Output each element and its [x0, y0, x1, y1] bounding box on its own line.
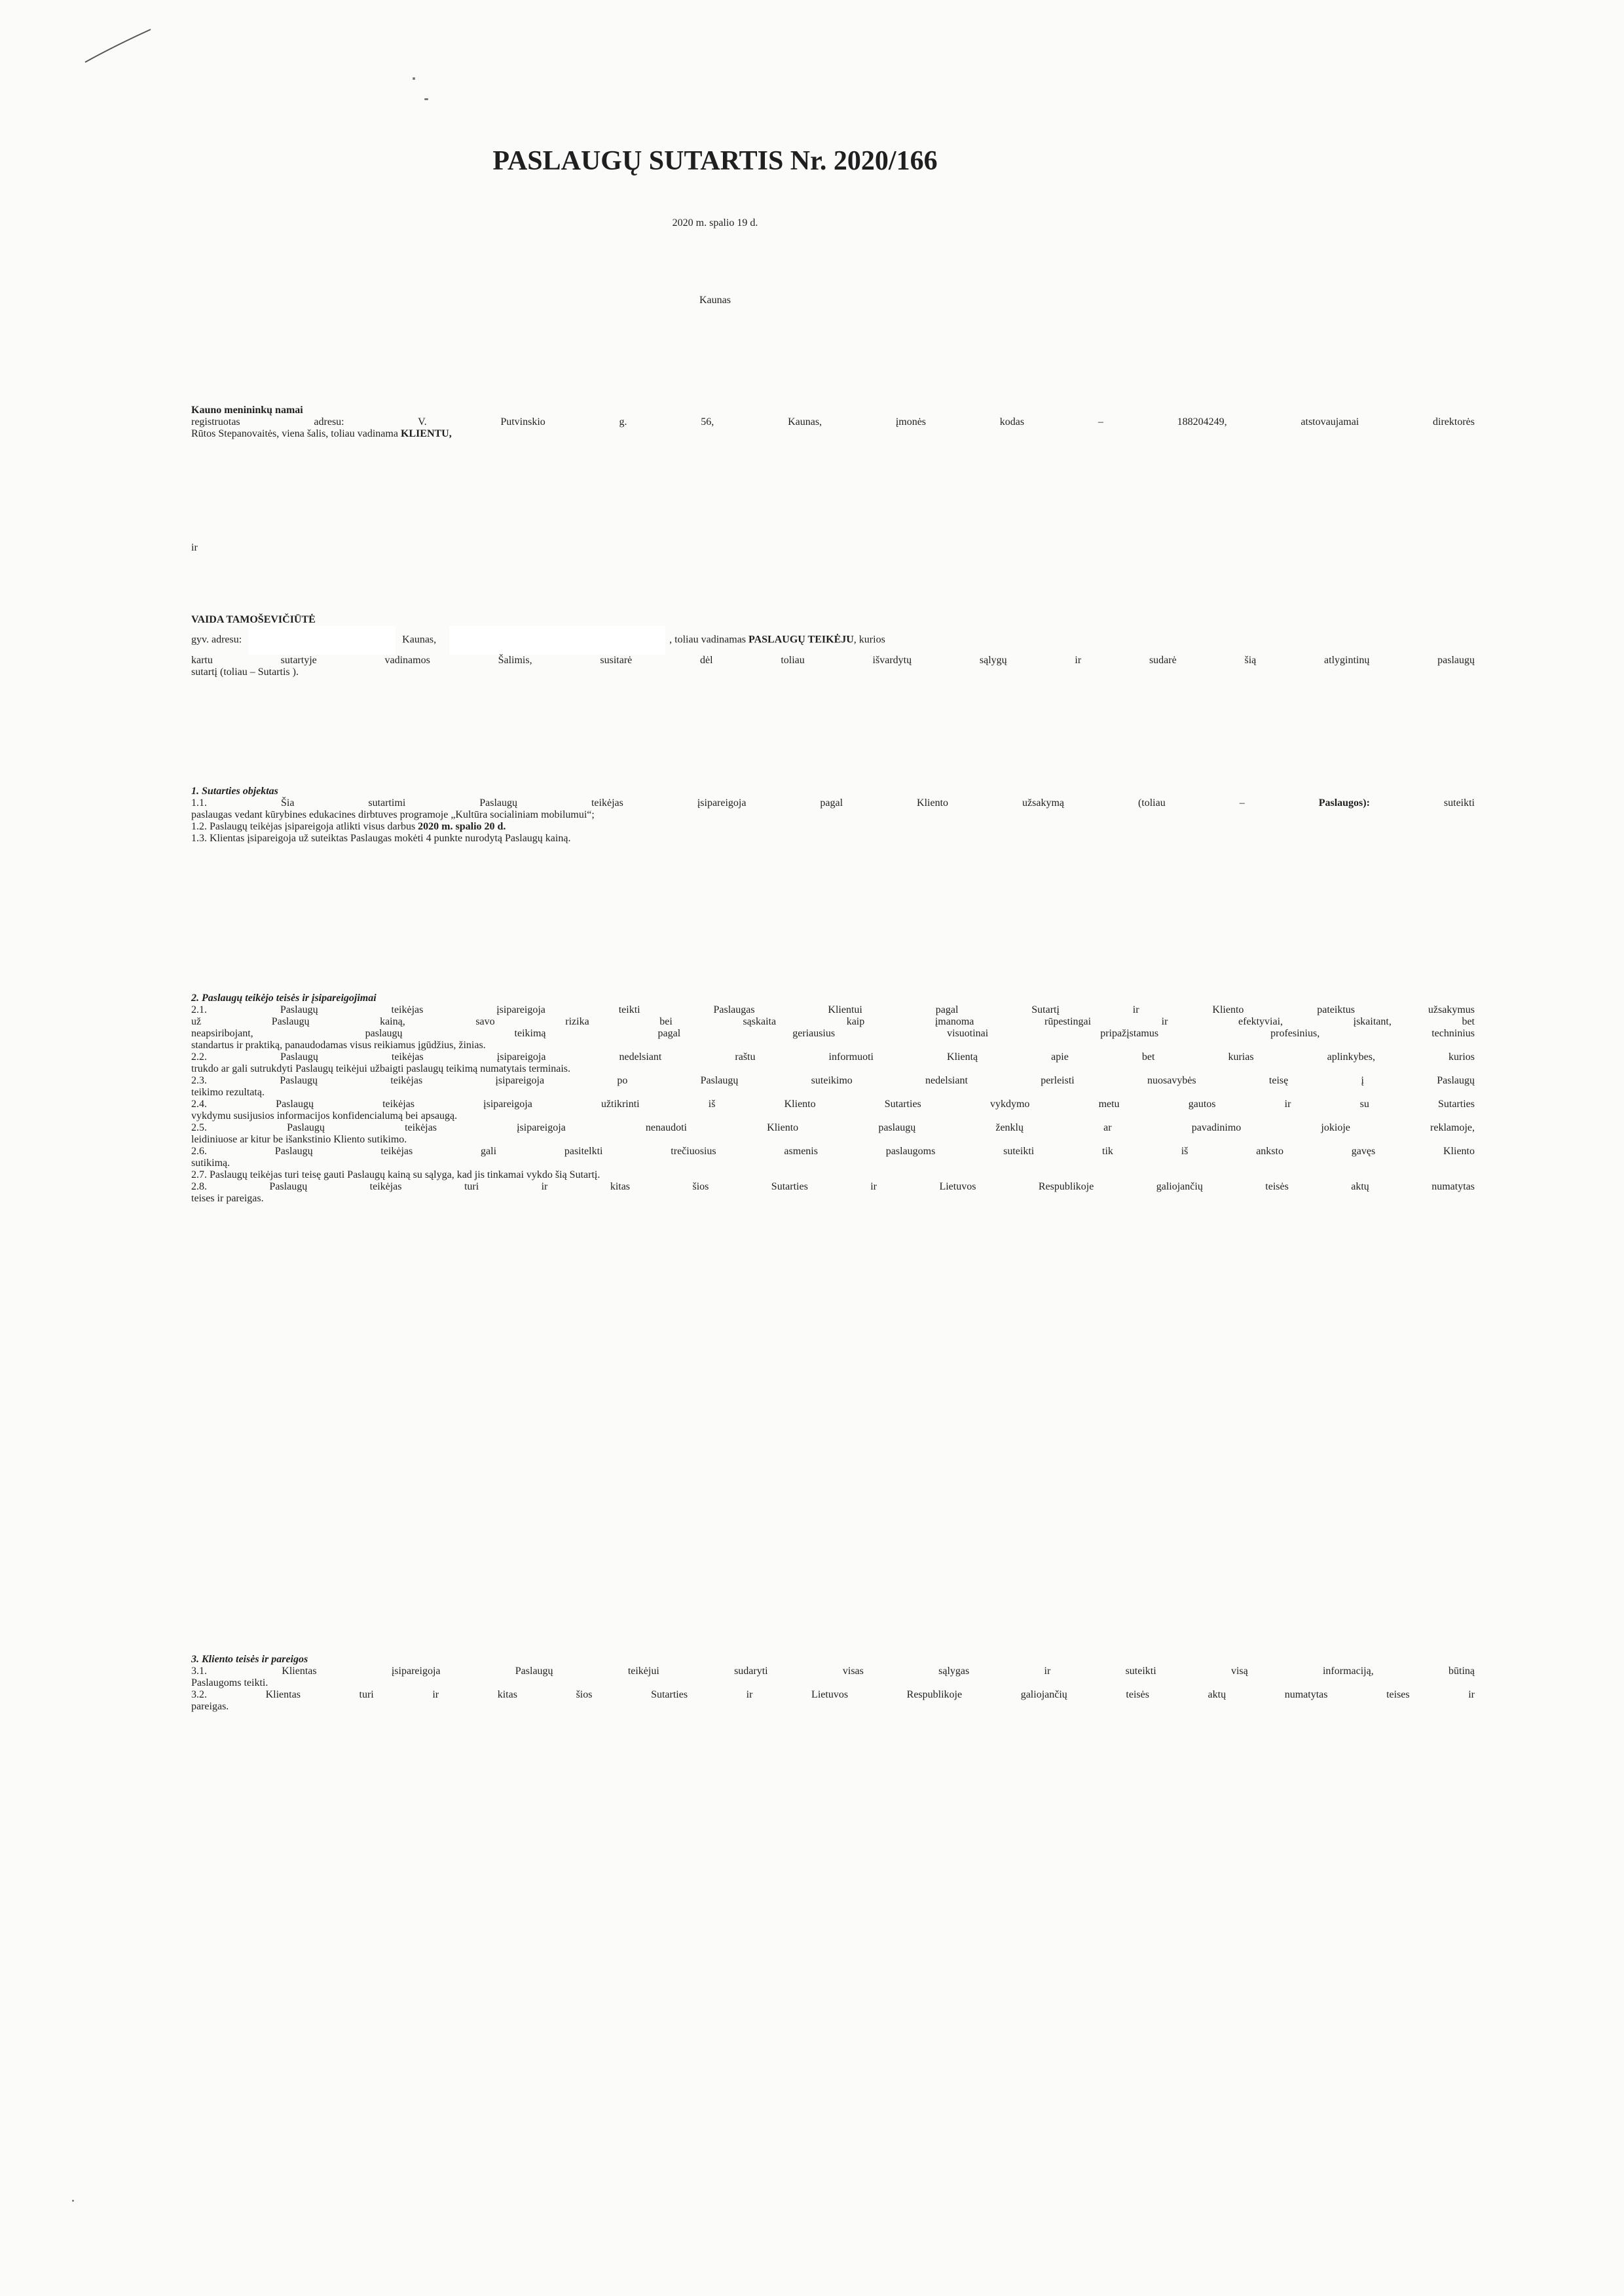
provider-name: VAIDA TAMOŠEVIČIŪTĖ	[191, 614, 316, 625]
clause-2-1-cont: standartus ir praktiką, panaudodamas visus reikiamus įgūdžius, žinias.	[191, 1040, 486, 1051]
clause-3-1: 3.1. Klientas įsipareigoja Paslaugų teikėjui sudaryti visas sąlygas ir suteikti visą informaciją, būtiną	[191, 1666, 1475, 1677]
provider-agreement-end: sutartį (toliau – Sutartis ).	[191, 666, 299, 678]
client-name: Kauno menininkų namai	[191, 405, 303, 416]
clause-3-2-cont: pareigas.	[191, 1701, 229, 1712]
clause-2-4-cont: vykdymu susijusios informacijos konfidencialumą bei apsaugą.	[191, 1110, 458, 1121]
section-2-heading: 2. Paslaugų teikėjo teisės ir įsipareigojimai	[191, 993, 377, 1004]
redacted-address-block	[248, 626, 396, 655]
clause-2-1-cont: neapsiribojant, paslaugų teikimą pagal geriausius visuotinai pripažįstamus profesinius, techninius	[191, 1028, 1475, 1039]
section-1-heading: 1. Sutarties objektas	[191, 786, 278, 797]
clause-3-2: 3.2. Klientas turi ir kitas šios Sutarties ir Lietuvos Respublikoje galiojančių teisės aktų numatytas teises ir	[191, 1689, 1475, 1700]
clause-2-3-cont: teikimo rezultatą.	[191, 1087, 265, 1098]
clause-1-2: 1.2. Paslaugų teikėjas įsipareigoja atlikti visus darbus 2020 m. spalio 20 d.	[191, 821, 506, 832]
clause-2-5-cont: leidiniuose ar kitur be išankstinio Kliento sutikimo.	[191, 1134, 407, 1145]
scan-speck	[424, 98, 428, 100]
provider-agreement-line: kartu sutartyje vadinamos Šalimis, susitarė dėl toliau išvardytų sąlygų ir sudarė šią atlygintinų paslaugų	[191, 655, 1475, 666]
section-3-heading: 3. Kliento teisės ir pareigos	[191, 1654, 308, 1665]
section-3	[191, 1654, 1475, 1713]
provider-address-line: gyv. adresu: Kaunas, , toliau vadinamas PASLAUGŲ TEIKĖJU, kurios	[191, 626, 1475, 655]
clause-2-5: 2.5. Paslaugų teikėjas įsipareigoja nenaudoti Kliento paslaugų ženklų ar pavadinimo jokioje reklamoje,	[191, 1122, 1475, 1133]
scan-speck	[72, 2200, 74, 2202]
clause-2-1-cont: už Paslaugų kainą, savo rizika bei sąskaita kaip įmanoma rūpestingai ir efektyviai, įskaitant, bet	[191, 1016, 1475, 1027]
clause-1-1-cont: paslaugas vedant kūrybines edukacines dirbtuves programoje „Kultūra socialiniam mobilumui“;	[191, 809, 595, 820]
clause-2-1: 2.1. Paslaugų teikėjas įsipareigoja teikti Paslaugas Klientui pagal Sutartį ir Kliento pateiktus užsakymus	[191, 1004, 1475, 1015]
section-1	[191, 786, 1475, 845]
clause-2-6: 2.6. Paslaugų teikėjas gali pasitelkti trečiuosius asmenis paslaugoms suteikti tik iš anksto gavęs Kliento	[191, 1146, 1475, 1157]
clause-2-7: 2.7. Paslaugų teikėjas turi teisę gauti Paslaugų kainą su sąlyga, kad jis tinkamai vykdo šią Sutartį.	[191, 1169, 600, 1180]
clause-2-2-cont: trukdo ar gali sutrukdyti Paslaugų teikėjui užbaigti paslaugų teikimą numatytais terminais.	[191, 1063, 570, 1074]
clause-2-4: 2.4. Paslaugų teikėjas įsipareigoja užtikrinti iš Kliento Sutarties vykdymo metu gautos ir su Sutarties	[191, 1099, 1475, 1110]
contract-date: 2020 m. spalio 19 d.	[672, 217, 758, 228]
clause-3-1-cont: Paslaugoms teikti.	[191, 1677, 268, 1688]
clause-2-8-cont: teises ir pareigas.	[191, 1193, 264, 1204]
client-address-line: registruotas adresu: V. Putvinskio g. 56, Kaunas, įmonės kodas – 188204249, atstovaujamai direktorės	[191, 416, 1475, 428]
client-representation-line: Rūtos Stepanovaitės, viena šalis, toliau vadinama KLIENTU,	[191, 428, 452, 439]
clause-1-3: 1.3. Klientas įsipareigoja už suteiktas Paslaugas mokėti 4 punkte nurodytą Paslaugų kainą.	[191, 833, 571, 844]
client-party	[191, 405, 1475, 440]
clause-2-6-cont: sutikimą.	[191, 1157, 231, 1169]
clause-2-8: 2.8. Paslaugų teikėjas turi ir kitas šios Sutarties ir Lietuvos Respublikoje galiojančių teisės aktų numatytas	[191, 1181, 1475, 1192]
clause-2-2: 2.2. Paslaugų teikėjas įsipareigoja nedelsiant raštu informuoti Klientą apie bet kurias aplinkybes, kurios	[191, 1051, 1475, 1063]
contract-city: Kaunas	[699, 295, 731, 306]
pen-stroke-mark	[82, 26, 154, 65]
clause-2-3: 2.3. Paslaugų teikėjas įsipareigoja po Paslaugų suteikimo nedelsiant perleisti nuosavybės teisę į Paslaugų	[191, 1075, 1475, 1086]
conjunction-text: ir	[191, 542, 198, 553]
scan-speck	[413, 77, 415, 80]
section-2	[191, 993, 1475, 1205]
provider-party	[191, 614, 1475, 678]
contract-title: PASLAUGŲ SUTARTIS Nr. 2020/166	[492, 146, 938, 176]
clause-1-1: 1.1. Šia sutartimi Paslaugų teikėjas įsipareigoja pagal Kliento užsakymą (toliau – Paslaugos): suteikti	[191, 797, 1475, 809]
redacted-street-block	[449, 626, 665, 655]
